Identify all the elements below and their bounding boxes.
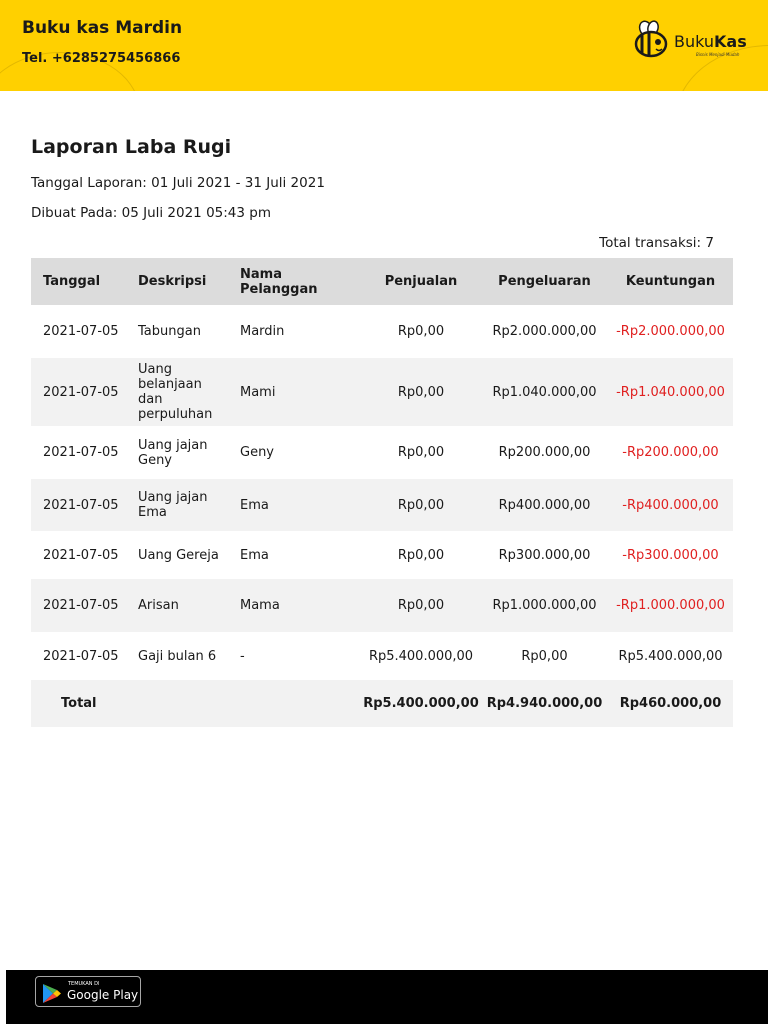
cell-description: Uang jajan Geny [138,437,208,468]
cell-profit: -Rp200.000,00 [622,445,719,460]
cell-customer: Mama [228,579,361,632]
column-header-expense: Pengeluaran [481,258,608,305]
cell-sales: Rp0,00 [361,358,481,426]
business-name: Buku kas Mardin [22,18,183,38]
cell-description: Arisan [126,579,228,632]
cell-profit: -Rp2.000.000,00 [616,324,725,339]
report-footer [6,970,768,1024]
cell-profit: -Rp300.000,00 [622,547,719,563]
cell-expense: Rp300.000,00 [498,547,591,563]
cell-date: 2021-07-05 [43,648,119,664]
cell-customer: Geny [240,445,275,460]
total-label: Total [31,680,126,727]
cell-description: Uang jajan Ema [126,479,228,531]
google-play-badge[interactable] [35,976,141,1007]
cell-expense: Rp1.000.000,00 [481,579,608,632]
cell-profit: -Rp1.040.000,00 [608,358,733,426]
cell-profit: -Rp400.000,00 [608,479,733,531]
cell-sales: Rp0,00 [361,479,481,531]
cell-description: Tabungan [138,324,201,339]
cell-profit: -Rp1.000.000,00 [608,579,733,632]
cell-sales: Rp0,00 [397,547,445,563]
cell-date: 2021-07-05 [43,445,119,460]
total-expense: Rp4.940.000,00 [481,680,608,727]
cell-expense: Rp1.040.000,00 [481,358,608,426]
cell-customer: Ema [240,547,269,563]
table-row [31,426,733,479]
table-header-row [31,258,733,305]
column-header-profit: Keuntungan [608,258,733,305]
report-header [0,0,768,91]
cell-date: 2021-07-05 [31,358,126,426]
cell-expense: Rp200.000,00 [498,445,591,460]
cell-description: Gaji bulan 6 [138,648,217,664]
report-created: Dibuat Pada: 05 Juli 2021 05:43 pm [31,205,271,221]
logo-wordmark: BukuKas [674,32,747,51]
profit-loss-table [31,258,733,727]
bukukas-logo [632,20,754,62]
cell-customer: Ema [228,479,361,531]
cell-profit: Rp5.400.000,00 [618,648,723,664]
cell-date: 2021-07-05 [43,547,119,563]
total-transactions: Total transaksi: 7 [599,235,714,251]
table-row [31,632,733,680]
cell-date: 2021-07-05 [43,324,119,339]
report-period: Tanggal Laporan: 01 Juli 2021 - 31 Juli 2021 [31,175,325,191]
cell-customer: Mardin [240,324,285,339]
cell-sales: Rp0,00 [397,445,445,460]
cell-description: Uang Gereja [138,547,219,563]
cell-customer: - [240,648,245,664]
cell-expense: Rp400.000,00 [481,479,608,531]
table-total-row [31,680,733,727]
total-sales: Rp5.400.000,00 [361,680,481,727]
column-header-sales: Penjualan [361,258,481,305]
table-row [31,531,733,579]
cell-expense: Rp2.000.000,00 [492,324,597,339]
total-profit: Rp460.000,00 [608,680,733,727]
cell-sales: Rp5.400.000,00 [368,648,474,664]
cell-date: 2021-07-05 [31,579,126,632]
column-header-customer: Nama Pelanggan [228,258,361,305]
table-row [31,305,733,358]
bee-icon [632,20,672,60]
table-row [31,358,733,426]
cell-sales: Rp0,00 [361,579,481,632]
table-row [31,479,733,531]
logo-tagline: Bisnis Menjadi Mudah [696,52,740,57]
column-header-description: Deskripsi [126,258,228,305]
cell-customer: Mami [228,358,361,426]
cell-description: Uang belanjaan dan perpuluhan [126,358,228,426]
table-row [31,579,733,632]
cell-expense: Rp0,00 [521,648,568,664]
google-play-icon [42,983,62,1004]
cell-sales: Rp0,00 [397,324,445,339]
business-phone: Tel. +6285275456866 [22,51,181,66]
cell-date: 2021-07-05 [31,479,126,531]
badge-caption: TEMUKAN DI [68,981,100,987]
badge-store-name: Google Play [67,988,139,1002]
column-header-date: Tanggal [31,258,126,305]
report-title: Laporan Laba Rugi [31,136,232,158]
